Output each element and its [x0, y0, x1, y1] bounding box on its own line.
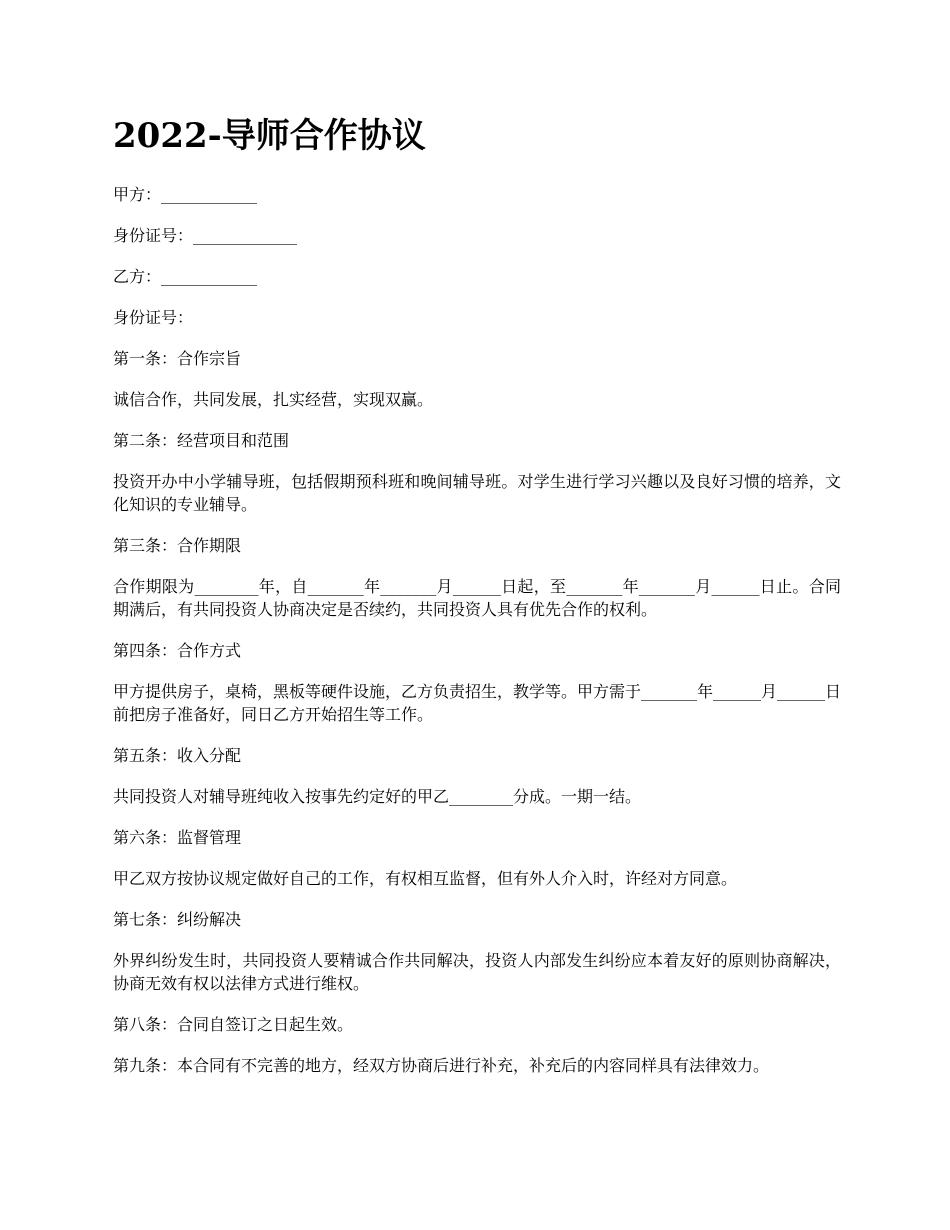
document-title: 2022-导师合作协议 [113, 116, 426, 156]
article-4-text: 甲方提供房子，桌椅，黑板等硬件设施，乙方负责招生，教学等。甲方需于_______年______月______日前把房子准备好，同日乙方开始招生等工作。 [113, 682, 842, 724]
article-4-heading: 第四条：合作方式 [113, 641, 242, 660]
article-5-text: 共同投资人对辅导班纯收入按事先约定好的甲乙________分成。一期一结。 [113, 787, 642, 806]
article-7-text: 外界纠纷发生时，共同投资人要精诚合作共同解决，投资人内部发生纠纷应本着友好的原则协商解决，协商无效有权以法律方式进行维权。 [113, 951, 841, 993]
article-9-text: 第九条：本合同有不完善的地方，经双方协商后进行补充，补充后的内容同样具有法律效力。 [113, 1056, 770, 1075]
party-a-line: 甲方：____________ [113, 185, 258, 204]
article-3-text: 合作期限为________年，自_______年_______月______日起，至_______年_______月______日止。合同期满后，有共同投资人协商决定是否续约，共同投资人具有优先合作的权利。 [113, 577, 841, 619]
document-body [113, 183, 841, 1095]
article-8-text: 第八条：合同自签订之日起生效。 [113, 1015, 354, 1034]
article-1-text: 诚信合作，共同发展，扎实经营，实现双赢。 [113, 390, 434, 409]
article-7-heading: 第七条：纠纷解决 [113, 910, 242, 929]
article-6-text: 甲乙双方按协议规定做好自己的工作，有权相互监督，但有外人介入时，许经对方同意。 [113, 869, 738, 888]
party-b-id-line: 身份证号： [113, 308, 194, 327]
article-5-heading: 第五条：收入分配 [113, 746, 242, 765]
article-2-text: 投资开办中小学辅导班，包括假期预科班和晚间辅导班。对学生进行学习兴趣以及良好习惯的培养，文化知识的专业辅导。 [113, 472, 841, 514]
party-b-line: 乙方：____________ [113, 267, 258, 286]
article-2-heading: 第二条：经营项目和范围 [113, 431, 290, 450]
party-a-id-line: 身份证号：_____________ [113, 226, 298, 245]
article-6-heading: 第六条：监督管理 [113, 828, 242, 847]
article-3-heading: 第三条：合作期限 [113, 536, 242, 555]
article-1-heading: 第一条：合作宗旨 [113, 349, 242, 368]
